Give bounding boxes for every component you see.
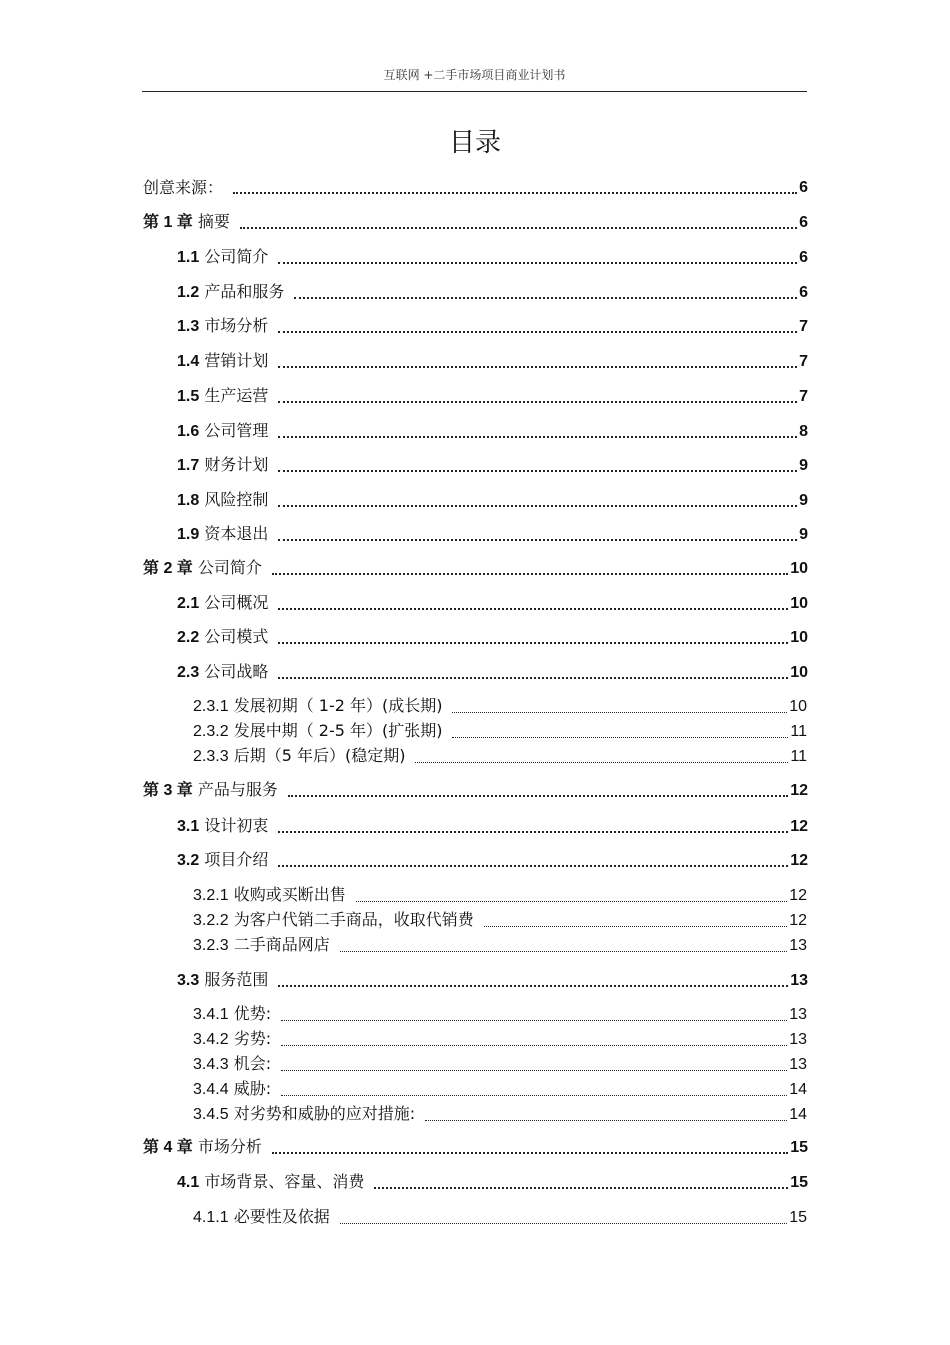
toc-entry[interactable]: [0, 557, 808, 581]
toc-leader-dots: [278, 470, 797, 472]
toc-entry-number: 3.4.4: [193, 1081, 229, 1098]
toc-entry-text: [177, 591, 268, 616]
toc-entry-label: 风险控制: [204, 490, 269, 509]
toc-entry[interactable]: [0, 315, 808, 339]
toc-entry-text: [177, 349, 268, 374]
toc-entry-label: 发展初期（ 1-2 年）(成长期): [233, 696, 443, 715]
toc-leader-dots: [281, 1095, 787, 1096]
toc-entry-text: [177, 1170, 364, 1195]
toc-entry[interactable]: [0, 211, 808, 235]
toc-leader-dots: [281, 1045, 787, 1046]
toc-leader-dots: [281, 1070, 787, 1071]
toc-entry-text: [193, 719, 442, 744]
toc-entry-label: 产品与服务: [197, 780, 278, 799]
toc-entry-text: [193, 1027, 271, 1052]
toc-entry[interactable]: [0, 1206, 807, 1230]
toc-entry-number: 3.2.2: [193, 912, 229, 929]
toc-entry-label: 公司简介: [197, 558, 262, 577]
toc-entry-text: [193, 1002, 271, 1027]
toc-entry-text: [177, 660, 268, 685]
toc-entry-label: 为客户代销二手商品，收取代销费: [233, 910, 474, 929]
toc-leader-dots: [452, 737, 788, 738]
toc-entry-label: 设计初衷: [204, 816, 269, 835]
toc-entry-text: [177, 245, 268, 270]
toc-entry-number: 2.1: [177, 595, 200, 612]
toc-entry[interactable]: [0, 454, 808, 478]
toc-leader-dots: [356, 901, 788, 902]
toc-entry-label: 市场分析: [197, 1137, 262, 1156]
toc-entry-number: 3.2: [177, 852, 200, 869]
toc-entry[interactable]: [0, 720, 807, 744]
toc-entry-label: 优势:: [233, 1004, 272, 1023]
toc-entry-number: 1.6: [177, 423, 200, 440]
toc-entry-label: 公司简介: [204, 247, 269, 266]
toc-entry-text: [143, 778, 278, 803]
toc-leader-dots: [278, 865, 788, 867]
toc-page-number: 12: [790, 852, 808, 869]
toc-entry-text: [177, 968, 268, 993]
toc-entry-text: [177, 848, 268, 873]
toc-entry-label: 必要性及依据: [233, 1207, 330, 1226]
toc-entry[interactable]: [0, 1078, 807, 1102]
toc-entry-label: 发展中期（ 2-5 年）(扩张期): [233, 721, 443, 740]
toc-leader-dots: [340, 951, 788, 952]
toc-entry-text: [143, 210, 230, 235]
toc-entry[interactable]: [0, 849, 808, 873]
toc-page-number: 9: [799, 526, 808, 543]
toc-entry[interactable]: [0, 909, 807, 933]
toc-page-number: 12: [789, 912, 807, 929]
toc-page-number: 6: [799, 249, 808, 266]
toc-entry-number: 1.4: [177, 353, 200, 370]
toc-page-number: 9: [799, 492, 808, 509]
toc-page-number: 6: [799, 214, 808, 231]
toc-leader-dots: [278, 831, 788, 833]
toc-page-number: 11: [790, 748, 807, 765]
toc-entry-text: [193, 1052, 271, 1077]
toc-entry-number: 第 1 章: [143, 214, 193, 231]
toc-leader-dots: [272, 573, 788, 575]
toc-page-number: 7: [799, 388, 808, 405]
toc-entry[interactable]: [0, 1028, 807, 1052]
toc-entry-text: [177, 522, 268, 547]
toc-entry[interactable]: [0, 934, 807, 958]
toc-entry-number: 3.4.2: [193, 1031, 229, 1048]
toc-entry-number: 第 3 章: [143, 782, 193, 799]
toc-entry-label: 财务计划: [204, 455, 269, 474]
toc-entry-number: 1.8: [177, 492, 200, 509]
toc-leader-dots: [278, 985, 788, 987]
toc-entry-label: 二手商品网店: [233, 935, 330, 954]
toc-page-number: 12: [790, 818, 808, 835]
toc-entry-text: [177, 314, 268, 339]
toc-leader-dots: [288, 795, 788, 797]
toc-entry-text: [143, 556, 262, 581]
toc-entry[interactable]: [0, 815, 808, 839]
toc-entry-number: 3.4.5: [193, 1106, 229, 1123]
toc-entry[interactable]: [0, 281, 808, 305]
toc-entry-text: [177, 625, 268, 650]
toc-entry[interactable]: [0, 385, 808, 409]
toc-entry-number: 3.2.3: [193, 937, 229, 954]
toc-entry-number: 3.3: [177, 972, 200, 989]
toc-leader-dots: [425, 1120, 787, 1121]
toc-entry-number: 4.1.1: [193, 1209, 229, 1226]
toc-entry-number: 3.2.1: [193, 887, 229, 904]
toc-entry-label: 资本退出: [204, 524, 269, 543]
toc-leader-dots: [278, 366, 797, 368]
toc-entry-text: [143, 176, 223, 200]
toc-entry[interactable]: [0, 745, 807, 769]
toc-page-number: 13: [789, 1056, 807, 1073]
toc-entry-label: 机会:: [233, 1054, 272, 1073]
toc-entry-number: 1.9: [177, 526, 200, 543]
toc-page-number: 8: [799, 423, 808, 440]
toc-entry-label: 生产运营: [204, 386, 269, 405]
toc-page-number: 15: [789, 1209, 807, 1226]
toc-entry-text: [177, 280, 284, 305]
toc-leader-dots: [374, 1187, 788, 1189]
toc-leader-dots: [278, 677, 788, 679]
toc-entry-label: 公司概况: [204, 593, 269, 612]
toc-entry-label: 公司管理: [204, 421, 269, 440]
toc-entry-number: 2.3.3: [193, 748, 229, 765]
toc-leader-dots: [278, 608, 788, 610]
toc-entry-number: 第 4 章: [143, 1139, 193, 1156]
toc-entry-number: 2.3.1: [193, 698, 229, 715]
toc-leader-dots: [240, 227, 797, 229]
toc-entry-text: [177, 419, 268, 444]
toc-leader-dots: [278, 262, 797, 264]
toc-entry[interactable]: [0, 1003, 807, 1027]
toc-leader-dots: [278, 331, 797, 333]
toc-entry-label: 摘要: [197, 212, 230, 231]
toc-entry-label: 威胁:: [233, 1079, 272, 1098]
toc-leader-dots: [278, 401, 797, 403]
toc-entry-label: 服务范围: [204, 970, 269, 989]
toc-page-number: 10: [790, 595, 808, 612]
toc-page-number: 15: [790, 1174, 808, 1191]
toc-entry-text: [193, 1077, 271, 1102]
toc-entry-text: [193, 1102, 415, 1127]
toc-page-number: 10: [790, 560, 808, 577]
toc-entry[interactable]: [0, 661, 808, 685]
toc-entry[interactable]: [0, 1053, 807, 1077]
toc-entry[interactable]: [0, 350, 808, 374]
toc-entry-label: 对劣势和威胁的应对措施:: [233, 1104, 416, 1123]
toc-entry[interactable]: [0, 779, 808, 803]
toc-entry-label: 公司模式: [204, 627, 269, 646]
toc-entry[interactable]: [0, 1136, 808, 1160]
toc-page-number: 11: [790, 723, 807, 740]
toc-entry-number: 2.2: [177, 629, 200, 646]
toc-page-number: 10: [790, 664, 808, 681]
toc-entry[interactable]: [0, 969, 808, 993]
toc-entry[interactable]: [0, 626, 808, 650]
toc-leader-dots: [415, 762, 788, 763]
toc-entry-number: 1.1: [177, 249, 200, 266]
toc-entry-text: [143, 1135, 262, 1160]
toc-entry-number: 3.1: [177, 818, 200, 835]
toc-entry-text: [193, 908, 474, 933]
toc-entry-number: 1.2: [177, 284, 200, 301]
toc-entry[interactable]: [0, 592, 808, 616]
toc-leader-dots: [340, 1223, 788, 1224]
toc-entry-number: 4.1: [177, 1174, 200, 1191]
toc-entry-text: [193, 694, 442, 719]
toc-entry[interactable]: [0, 1171, 808, 1195]
toc-leader-dots: [233, 192, 797, 194]
toc-page-number: 10: [790, 629, 808, 646]
toc-page-number: 6: [799, 284, 808, 301]
toc-leader-dots: [281, 1020, 787, 1021]
toc-entry[interactable]: [0, 420, 808, 444]
toc-entry-label: 后期（5 年后）(稳定期): [233, 746, 406, 765]
toc-page-number: 13: [789, 937, 807, 954]
toc-page-number: 10: [789, 698, 807, 715]
toc-page-number: 13: [789, 1006, 807, 1023]
toc-entry-text: [193, 933, 330, 958]
toc-leader-dots: [278, 436, 797, 438]
toc-page-number: 12: [789, 887, 807, 904]
toc-entry-label: 劣势:: [233, 1029, 272, 1048]
toc-page-number: 14: [789, 1106, 807, 1123]
toc-leader-dots: [278, 642, 788, 644]
toc-entry-number: 3.4.3: [193, 1056, 229, 1073]
toc-leader-dots: [452, 712, 787, 713]
toc-entry-label: 营销计划: [204, 351, 269, 370]
toc-entry-label: 收购或买断出售: [233, 885, 346, 904]
toc-entry-label: 公司战略: [204, 662, 269, 681]
toc-page-number: 14: [789, 1081, 807, 1098]
toc-leader-dots: [294, 297, 797, 299]
toc-entry[interactable]: [0, 523, 808, 547]
toc-title: 目录: [448, 128, 501, 158]
toc-entry-label: 创意来源：: [143, 178, 224, 197]
toc-entry-number: 1.7: [177, 457, 200, 474]
header-rule: [142, 91, 807, 92]
toc-entry-text: [177, 384, 268, 409]
toc-entry[interactable]: [0, 695, 807, 719]
toc-leader-dots: [272, 1152, 788, 1154]
toc-entry[interactable]: [0, 176, 808, 200]
toc-entry-text: [177, 488, 268, 513]
toc-entry-number: 第 2 章: [143, 560, 193, 577]
toc-page-number: 13: [790, 972, 808, 989]
toc-page-number: 6: [799, 179, 808, 196]
toc-entry[interactable]: [0, 246, 808, 270]
toc-entry-text: [177, 814, 268, 839]
toc-entry-number: 2.3: [177, 664, 200, 681]
toc-page-number: 12: [790, 782, 808, 799]
toc-page-number: 13: [789, 1031, 807, 1048]
toc-entry-label: 市场分析: [204, 316, 269, 335]
toc-page-number: 15: [790, 1139, 808, 1156]
toc-entry-number: 3.4.1: [193, 1006, 229, 1023]
toc-entry-label: 市场背景、容量、消费: [204, 1172, 365, 1191]
toc-entry[interactable]: [0, 1103, 807, 1127]
toc-entry-number: 1.5: [177, 388, 200, 405]
toc-page-number: 7: [799, 318, 808, 335]
toc-leader-dots: [278, 539, 797, 541]
toc-leader-dots: [278, 505, 797, 507]
running-header: 互联网 +二手市场项目商业计划书: [383, 68, 566, 82]
toc-leader-dots: [484, 926, 788, 927]
toc-entry-number: 2.3.2: [193, 723, 229, 740]
toc-entry-label: 项目介绍: [204, 850, 269, 869]
toc-entry-text: [193, 1205, 330, 1230]
toc-entry-text: [193, 744, 405, 769]
toc-entry[interactable]: [0, 884, 807, 908]
toc-entry-label: 产品和服务: [204, 282, 285, 301]
toc-entry-text: [177, 453, 268, 478]
toc-entry[interactable]: [0, 489, 808, 513]
toc-entry-text: [193, 883, 346, 908]
toc-page-number: 9: [799, 457, 808, 474]
toc-page-number: 7: [799, 353, 808, 370]
toc-entry-number: 1.3: [177, 318, 200, 335]
